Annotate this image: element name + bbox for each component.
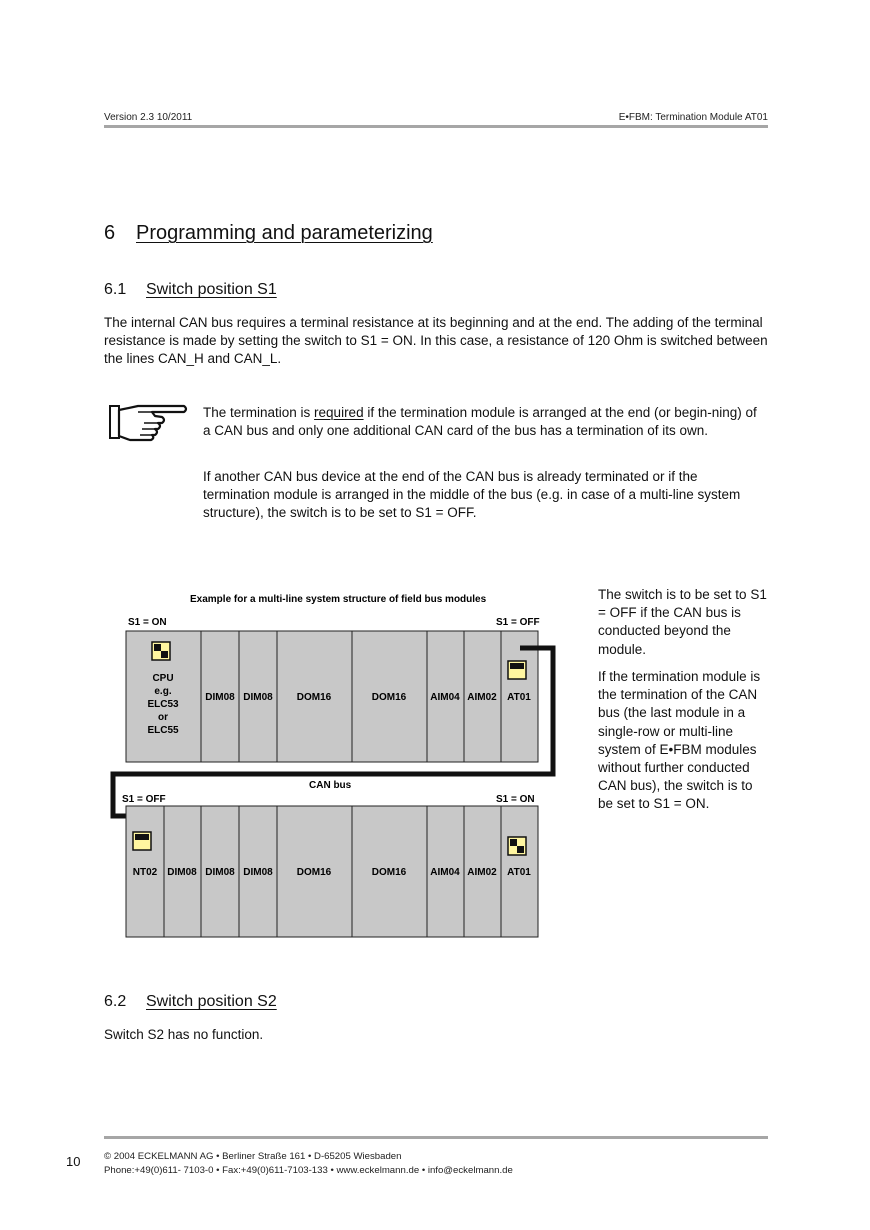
note-paragraph-2: If another CAN bus device at the end of the CAN bus is already terminated or if the termination module is arranged in the middle of the bus (e.g. in case of a multi-line system structure), the switch is to be set to S1 = OFF.	[203, 469, 741, 520]
note-paragraph-1	[203, 404, 761, 440]
bottom-module-label-8: AIM02	[467, 867, 497, 878]
header-doc-title: E•FBM: Termination Module AT01	[618, 112, 768, 123]
switch-icon-at01-bottom-on	[508, 837, 526, 855]
diagram-title: Example for a multi-line system structure of field bus modules	[190, 594, 487, 605]
bottom-module-label-7: AIM04	[430, 867, 460, 878]
top-module-label-7: AT01	[507, 692, 531, 703]
bottom-module-label-2: DIM08	[167, 867, 197, 878]
section-6-1-body: The internal CAN bus requires a terminal resistance at its beginning and at the end. The adding of the terminal resistance is made by setting the switch to S1 = ON. In this case, a resistance of 120 Ohm is switched between the lines CAN_H and CAN_L.	[104, 315, 768, 366]
cpu-line-3: ELC53	[147, 699, 179, 710]
diagram-bottom-right-label: S1 = ON	[496, 794, 535, 805]
section-6-1-number: 6.1	[104, 281, 127, 298]
side-text-1: The switch is to be set to S1 = OFF if the CAN bus is conducted beyond the module.	[598, 587, 767, 657]
section-6-2-number: 6.2	[104, 993, 127, 1010]
section-6-heading	[104, 222, 433, 245]
page-number: 10	[66, 1154, 81, 1169]
bottom-module-label-4: DIM08	[243, 867, 273, 878]
diagram-bottom-left-label: S1 = OFF	[122, 794, 166, 805]
section-6-title: Programming and parameterizing	[136, 222, 433, 244]
section-6-1-heading	[104, 281, 277, 299]
top-module-label-2: DIM08	[243, 692, 273, 703]
cpu-line-1: CPU	[152, 673, 174, 684]
section-6-number: 6	[104, 222, 116, 244]
switch-icon-at01-top-off	[508, 661, 526, 679]
diagram-top-right-label: S1 = OFF	[496, 617, 540, 628]
pointing-hand-icon	[108, 402, 190, 442]
cpu-line-2: e.g.	[154, 686, 172, 697]
top-module-label-5: AIM04	[430, 692, 460, 703]
bottom-module-label-1: NT02	[132, 867, 158, 878]
diagram-bus-label: CAN bus	[309, 780, 352, 791]
switch-icon-nt02-off	[133, 832, 151, 850]
side-text-2: If the termination module is the termination of the CAN bus (the last module in a single-row or multi-line system of E•FBM modules without further conducted CAN bus), the switch is to be set to S1 = ON.	[598, 669, 761, 812]
switch-icon-cpu-on	[152, 642, 170, 660]
bottom-module-label-6: DOM16	[371, 867, 407, 878]
diagram-top-left-label: S1 = ON	[128, 617, 167, 628]
bottom-module-label-5: DOM16	[296, 867, 332, 878]
header-rule	[104, 125, 768, 128]
note-emphasis: required	[314, 405, 364, 420]
note-text-a: The termination is	[203, 405, 315, 420]
top-module-label-3: DOM16	[296, 692, 332, 703]
top-module-label-6: AIM02	[467, 692, 497, 703]
cpu-line-5: ELC55	[147, 725, 179, 736]
bottom-module-label-3: DIM08	[205, 867, 235, 878]
footer-line-1: © 2004 ECKELMANN AG • Berliner Straße 161 • D-65205 Wiesbaden	[104, 1151, 402, 1162]
section-6-1-title: Switch position S1	[146, 281, 277, 298]
top-module-label-4: DOM16	[371, 692, 407, 703]
footer-line-2: Phone:+49(0)611- 7103-0 • Fax:+49(0)611-7103-133 • www.eckelmann.de • info@eckelmann.de	[104, 1165, 513, 1176]
module-diagram	[100, 585, 565, 945]
note-text-b: if the termination module is arranged at the end (or begin-ning) of a CAN bus and only one additional CAN card of the bus has a termination of its own.	[203, 405, 757, 438]
section-6-2-body: Switch S2 has no function.	[104, 1027, 264, 1042]
bottom-module-label-9: AT01	[507, 867, 531, 878]
top-module-label-1: DIM08	[205, 692, 235, 703]
section-6-2-title: Switch position S2	[146, 993, 277, 1010]
header-version: Version 2.3 10/2011	[104, 112, 193, 123]
section-6-2-heading	[104, 993, 277, 1011]
cpu-line-4: or	[158, 712, 168, 723]
footer-rule	[104, 1136, 768, 1139]
